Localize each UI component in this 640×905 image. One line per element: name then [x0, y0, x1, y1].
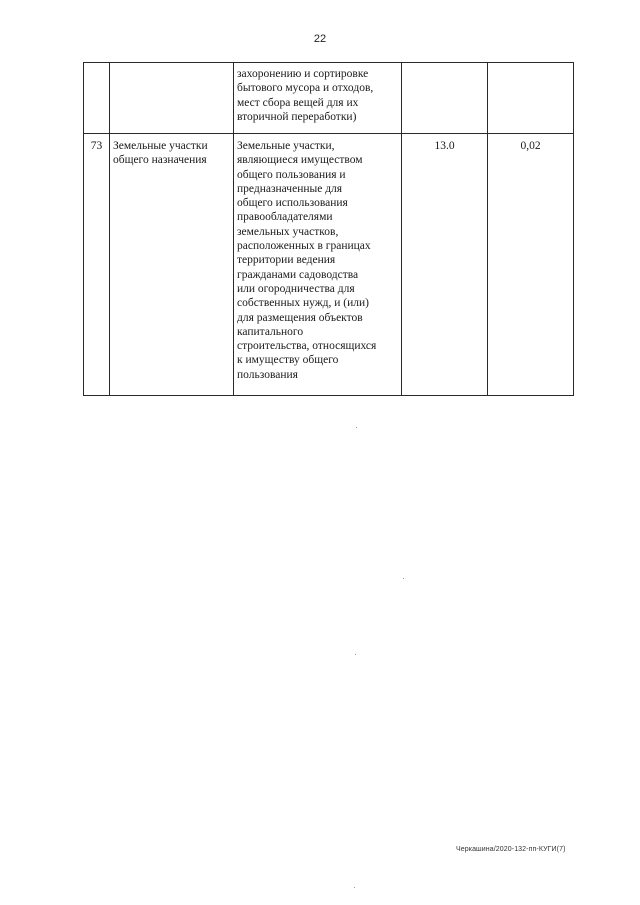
- row-number-cell: [84, 63, 110, 134]
- scan-speck: [356, 427, 357, 428]
- land-use-description-cell: Земельные участки, являющиеся имуществом общего пользования и предназначенные для общего использования правообладателями земельных участков, расположенных в границах территории ведения гражданами садоводства или огородничества для собственных нужд, и (или) для размещения объектов капитального строительства, относящихся к имуществу общего пользования: [234, 134, 402, 396]
- land-use-table: [83, 62, 574, 396]
- row-number-cell: 73: [84, 134, 110, 396]
- percent-cell: [488, 63, 574, 134]
- scan-speck: [355, 654, 356, 655]
- land-use-description-cell: захоронению и сортировке бытового мусора и отходов, мест сбора вещей для их вторичной переработки): [234, 63, 402, 134]
- table-row: [84, 134, 574, 396]
- land-use-name-cell: Земельные участки общего назначения: [110, 134, 234, 396]
- land-use-code-cell: [402, 63, 488, 134]
- page-number: 22: [313, 33, 327, 45]
- scan-speck: [403, 578, 404, 579]
- percent-cell: 0,02: [488, 134, 574, 396]
- scan-speck: [354, 887, 355, 888]
- document-stamp: Черкашина/2020-132-пп-КУГИ(7): [456, 846, 566, 853]
- land-use-name-cell: [110, 63, 234, 134]
- table-row: [84, 63, 574, 134]
- land-use-code-cell: 13.0: [402, 134, 488, 396]
